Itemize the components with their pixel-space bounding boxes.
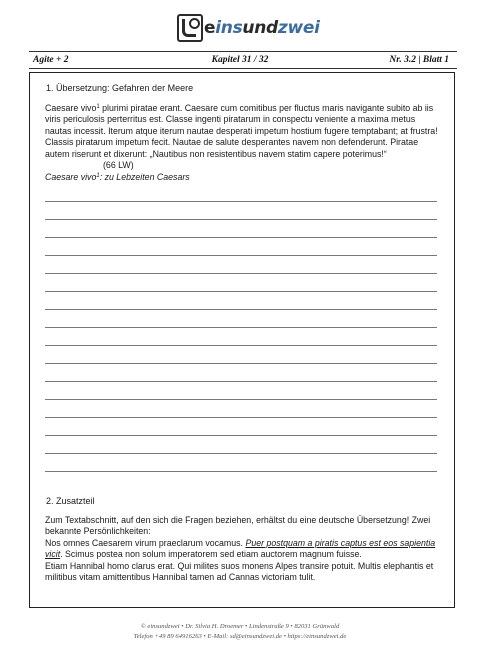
supplement-paragraph-caesar: Nos omnes Caesarem virum praeclarum vocamus. Puer postquam a piratis captus est eos sapientia vicit. Scimus postea non solum imperatorem sed etiam auctorem magnum fuisse. [45,537,436,560]
answer-line[interactable] [45,453,437,454]
section1-title: 1. Übersetzung: Gefahren der Meere [46,83,194,93]
answer-line[interactable] [45,435,437,436]
logo-mark-icon [177,14,203,42]
answer-line[interactable] [45,345,437,346]
answer-line[interactable] [45,417,437,418]
supplement-text [45,515,440,583]
answer-line[interactable] [45,327,437,328]
brand-logo [177,14,320,42]
answer-line[interactable] [45,399,437,400]
supplement-paragraph-hannibal: Etiam Hannibal homo clarus erat. Qui milites suos monens Alpes transire potuit. Multis elephantis et militibus vitam amittentibus Hannibal tamen ad Cannas victoriam tulit. [45,560,434,583]
answer-line[interactable] [45,363,437,364]
latin-passage: Caesare vivo$^1$ plurimi piratae erant. Caesare cum comitibus per fluctus maris navigante subito ab iis viris periculosis perterritus est. Classe ingenti piratarum in conspectu veniente a maxima metus nautas incessit. Iterum atque iterum nautae desperati impetum hostium fugere temptabant; at frustra! Classis piratarum impetum fecit. Nautae de salute desperantes navem non defenderunt. Piratae autem riserunt et dixerunt: „Nautibus non resistentibus navem statim capere poterimus!“(66 LW) Caesare vivo$^1$: zu Lebzeiten Caesars [45,102,440,184]
footnote: Caesare vivo$^1$: zu Lebzeiten Caesars [45,172,190,183]
answer-line[interactable] [45,291,437,292]
answer-line[interactable] [45,471,437,472]
underlined-question-text: Puer postquam a piratis captus est eos sapientia vicit [45,537,436,560]
word-count: (66 LW) [103,160,134,171]
header-top-rule [29,51,457,52]
header-chapter: Kapitel 31 / 32 [211,55,269,65]
answer-line[interactable] [45,255,437,256]
answer-line[interactable] [45,219,437,220]
footer-address: © einsundzwei • Dr. Silvia H. Droemer • Lindenstraße 9 • 82031 Grünwald [140,623,340,630]
logo-wordmark: einsundzwei [204,17,320,38]
header-sheet-number: Nr. 3.2 | Blatt 1 [389,55,449,65]
answer-line[interactable] [45,237,437,238]
header-book: Agite + 2 [33,55,69,65]
answer-line[interactable] [45,381,437,382]
footer-contact: Telefon +49 89 64916263 • E-Mail: sd@einsundzwei.de • https://einsundzwei.de [133,633,347,640]
section2-title: 2. Zusatzteil [46,496,95,506]
answer-line[interactable] [45,201,437,202]
header-bottom-rule [29,68,457,69]
answer-line[interactable] [45,273,437,274]
answer-line[interactable] [45,309,437,310]
supplement-intro: Zum Textabschnitt, auf den sich die Fragen beziehen, erhältst du eine deutsche Übersetzung! Zwei bekannte Persönlichkeiten: [45,515,431,537]
